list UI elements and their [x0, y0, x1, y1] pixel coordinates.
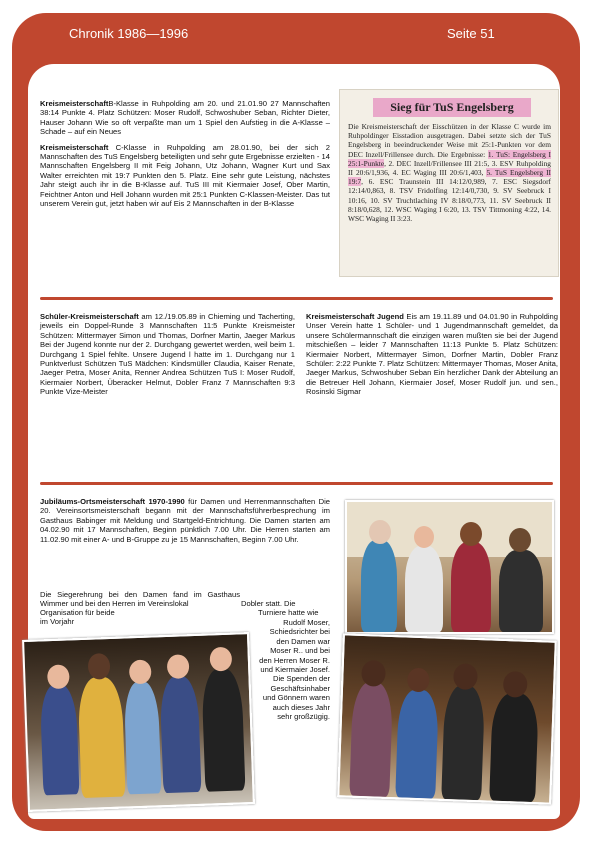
text-c-klasse: C-Klasse in Ruhpolding am 28.01.90, bei der sich 2 Mannschaften des TuS Engelsberg beteiligten und sehr gute Ergebnisse erzielten - 14 Mannschaften Engelsberg II mit Feig Johann, Utz Johann, Wagner Kurt und Sax Walter erreichten mit 19:7 Punkten den 5. Platz. Eine sehr gute Leistung, nächstes Jahr steigt auch ihr in die B-Klasse auf. TuS III mit Kiermaier Josef, Ober Martin, Feichtner Anton und Hell Johann wurden mit 25:1 Punkten C-Klassen-Meister. Das tut unserem Verein gut, jetzt haben wir auf Eis 2 Mannschaften in der B-Klasse [40, 142, 330, 209]
text-schueler: am 12./19.05.89 in Chieming und Tacherting, jeweils ein Doppel-Runde 3 Mannschaften 11:5 Punkte Kreismeister Schützen: Mittermayer Simon und Thomas, Dorfner Martin, Jaeger Markus Bei der Jugend konnte nur der 2. Durchgang gewertet werden, weil beim 1. Durchgang 1 Spiel fehlte. Unsere Jugend l hatte im 1. Durchgang nur 1 Punktverlust Schützen TuS Mädchen: Kindsmüller Claudia, Kaiser Renate, Jaeger Petra, Moser Anita, Renner Andrea Schützen TuS I: Moser Rudolf, Kiermaier Norbert, Überacker Helmut, Dobler Franz 7 Mannschaften 9:3 Punkte Vize-Meister [40, 312, 295, 397]
divider-2 [40, 482, 553, 485]
text-turniere: Turniere hatte wie [258, 608, 319, 617]
clipping-body: Die Kreismeisterschaft der Eisschützen in der Klasse C wurde im Ruhpoldinger Eisstadion ausgetragen. Dabei setzte sich der TuS Engelsberg in beeindruckender Weise mit 25:1-Punkten vor dem DEC Inzell/Frillensee durch. Die Ergebnisse: 1. TuS: Engelsberg I 25:1-Punkte, 2. DEC Inzell/Frillensee III 21:5, 3. ESV Ruhpolding II 20:6/1,936, 4. EC Waging III 20:6/1,403, 5. TuS Engelsberg II 19:7, 6. ESC Traunstein III 14:12/0,989, 7. ESC Siegsdorf 12:14/0,863, 8. TSV Fridolfing 12:14/0,730, 9. SV Seebruck I 10:16, 10. SV Truchtlaching IV 8:18/0,773, 11. SV Seebruck II 8:18/0,628, 12. WSC Waging I 6:20, 13. TSV Tittmoning 4:22, 14. WSC Waging II 3:23. [348, 122, 551, 224]
text-siegerehrung: Die Siegerehrung bei den Damen fand im Gasthaus Wimmer und bei den Herren im Vereinslokal [40, 590, 240, 609]
highlight-result-1: 1. TuS: Engelsberg I 25:1-Punkte [348, 149, 551, 168]
heading-b-klasse: Kreismeisterschaft [40, 99, 109, 108]
text-vorjahr: im Vorjahr [40, 617, 75, 626]
section-schueler [40, 312, 295, 397]
heading-jugend: Kreismeisterschaft Jugend [306, 312, 404, 321]
text-schiedsrichter: Rudolf Moser, Schiedsrichter bei den Damen war Moser R.. und bei den Herren Moser R. und Kiermaier Josef. Die Spenden der Geschäftsinhaber und Gönnern waren auch dieses Jahr sehr großzügig. [259, 618, 330, 722]
photo-ladies-team [345, 500, 554, 634]
chronicle-title: Chronik 1986—1996 [69, 26, 189, 41]
section-jugend [306, 312, 558, 397]
text-jugend: Eis am 19.11.89 und 04.01.90 in Ruhpolding Unser Verein hatte 1 Schüler- und 1 Jugendmannschaft gemeldet, da unsere Schülermannschaft die einzigen waren mußten sie bei der Jugend mitschießen – leider 7 Mannschaften 11:13 Punkte 5. Platz Schützen: Kiermaier Norbert, Mittermayer Simon, Dorfner Martin, Dobler Franz Schüler: 2:22 Punkte 7. Platz Schützen: Mittermayer Thomas, Moser Anita, Jaeger Markus, Schwoshuber Seban Ein herzlicher Dank der Abteilung an die Betreuer Hell Johann, Kiermaier Josef, Moser Rudolf jun. und sen., Rosinski Sigmar [306, 312, 558, 397]
section-jubilaeum [40, 497, 330, 544]
highlight-result-5: 5. TuS Engelsberg II 19:7 [348, 168, 551, 187]
heading-schueler: Schüler-Kreismeisterschaft [40, 312, 139, 321]
text-jubilaeum: für Damen und Herrenmannschaften Die 20. Vereinsortsmeisterschaft begann mit der Mannschaftsführerbesprechung im Gasthaus Babinger mit Meldung und Startgeld-Entrichtung. Die Damen starten am 04.02.90 mit 17 Mannschaften, Beginn pünktlich 7.00 Uhr. Die Herren starten am 11.02.90 mit einer A- und B-Gruppe zu je 15 Mannschaften, Beginn 7.00 Uhr. [40, 497, 330, 544]
photo-ladies-group [337, 633, 557, 804]
newspaper-clipping [339, 89, 559, 277]
section-b-klasse [40, 99, 330, 212]
heading-jubilaeum: Jubiläums-Ortsmeisterschaft 1970-1990 [40, 497, 185, 506]
divider-1 [40, 297, 553, 300]
clipping-title: Sieg für TuS Engelsberg [373, 98, 531, 117]
text-organisation: Organisation für beide [40, 608, 115, 617]
page-number: Seite 51 [447, 26, 495, 41]
text-b-klasse: B-Klasse in Ruhpolding am 20. und 21.01.90 27 Mannschaften 38:14 Punkte 4. Platz Schützen: Moser Rudolf, Schwoshuber Seban, Richter Dieter, Hauser Johann Wie so oft verpaßte man um 1 Spiel den Aufstieg in die A-Klasse – Schade – auf ein Neues [40, 99, 330, 137]
text-dobler: Dobler statt. Die [241, 599, 296, 608]
photo-men-team [22, 632, 255, 812]
heading-c-klasse: Kreismeisterschaft [40, 142, 109, 152]
